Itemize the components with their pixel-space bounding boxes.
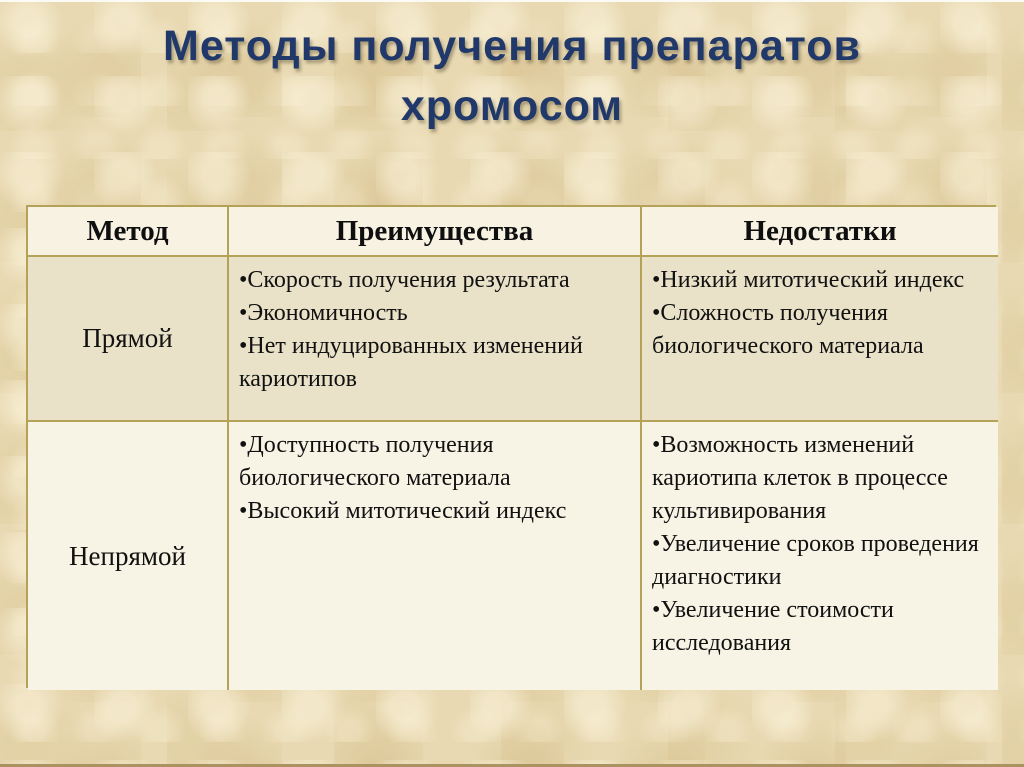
advantages-cell-indirect bbox=[229, 422, 642, 690]
bullet-item: •Увеличение сроков проведения диагностики bbox=[652, 531, 979, 590]
method-cell-direct: Прямой bbox=[28, 257, 229, 422]
bullet-item: •Экономичность bbox=[239, 300, 408, 326]
bullet-item: •Нет индуцированных изменений кариотипов bbox=[239, 333, 583, 392]
bullet-item: •Низкий митотический индекс bbox=[652, 267, 965, 293]
bullet-item: •Высокий митотический индекс bbox=[239, 498, 567, 524]
slide-title: Методы получения препаратов хромосом bbox=[163, 22, 861, 130]
disadvantages-cell-indirect bbox=[642, 422, 998, 690]
bullet-item: •Сложность получения биологического материала bbox=[652, 300, 924, 359]
header-cell-disadvantages: Недостатки bbox=[642, 207, 998, 257]
bullet-item: •Скорость получения результата bbox=[239, 267, 570, 293]
bullet-item: •Доступность получения биологического материала bbox=[239, 432, 511, 491]
methods-table bbox=[26, 205, 996, 688]
disadvantages-cell-direct bbox=[642, 257, 998, 422]
advantages-cell-direct bbox=[229, 257, 642, 422]
bullet-item: •Возможность изменений кариотипа клеток в процессе культивирования bbox=[652, 432, 948, 524]
header-cell-method: Метод bbox=[28, 207, 229, 257]
bullet-item: •Увеличение стоимости исследования bbox=[652, 597, 894, 656]
header-cell-advantages: Преимущества bbox=[229, 207, 642, 257]
method-cell-indirect: Непрямой bbox=[28, 422, 229, 690]
